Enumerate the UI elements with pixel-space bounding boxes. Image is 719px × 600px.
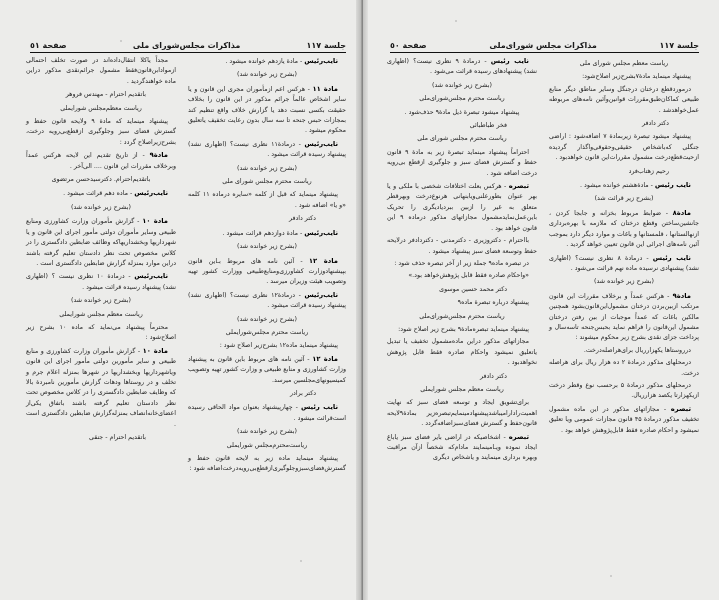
paragraph [387, 337, 537, 368]
paragraph-text: بااحترام - دکتروزیری - دکترمدنی - دکتردادفر درلایحه حفظ وتوسعة فضای سبز پیشنهاد میشود . [387, 237, 537, 255]
paragraph [26, 271, 176, 293]
paragraph-text: در تبصره ماده۹ جملة زیر از آخر تبصره حذف شود : [394, 259, 529, 267]
paragraph-text: - آئین نامه های مربوط باین قانون به پیشنهاد وزارت کشاورزی و منابع طبیعی و وزارت کشور تهیه وتصویب کمیسیونهای‌مجلسین میرسد. [188, 355, 346, 384]
paragraph-text: پیشنهاد میشود تبصرة ذیل مادة۹ حذف‌شود . [404, 108, 520, 116]
centered-line [387, 81, 537, 91]
paragraph-text: (بشرح زیر خوانده شد) [594, 278, 654, 286]
paragraph [26, 216, 176, 269]
paragraph-text: «واحکام صادره فقط قابل پژوهش‌خواهد بود.» [408, 272, 529, 280]
speaker-label: مادة۹ [672, 291, 691, 300]
paragraph [188, 256, 346, 288]
paragraph [387, 56, 537, 78]
right-page [368, 0, 719, 600]
speaker-label: نایب رئیس [652, 253, 691, 262]
paragraph [26, 188, 176, 199]
signature [387, 372, 537, 382]
paragraph [387, 325, 537, 335]
signature [387, 285, 537, 295]
speaker-label: تبصره [670, 404, 691, 413]
signature [26, 433, 176, 443]
centered-line [549, 277, 699, 287]
paragraph-text: (بشرح زیر قرائت شد) [594, 195, 654, 203]
paragraph-text: - هرکس عمداً و برخلاف مقررات این قانون مرتکب ازبین‌بردن درختان مشمول‌این‌قانون‌بشود همچنین مالکین باغات که عمداً موجبات از بین رفتن درختان مشمول این‌قانون را فراهم نماید بحبس‌جنحه تاسه‌سال و پرداخت جزای نقدی بشرح زیر محکوم میشوند : [549, 292, 699, 342]
speaker-label: نایب‌رئیس [304, 228, 338, 237]
paragraph-text: - ضوابط مربوط بخزانه و جابجا کردن ، جانشین‌ساختن وقطع درختان که ملازمه با بهره‌برداری ازنهالستانها ، قلمستانها و باغات و موارد دیگر دارد بموجب آئین نامه‌های اجرائی این قانون تعیین خواهد گردید . [549, 209, 699, 249]
centered-line [188, 427, 346, 437]
paragraph [549, 208, 699, 251]
paragraph [188, 402, 346, 424]
paragraph-text: ریاست محترم مجلس‌شورای‌ملی [419, 312, 505, 320]
paragraph-text: - درمادة ۹ نظری نیست؟ (اظهاری نشد) پیشنهادهای رسیده قرائت می‌شود . [387, 58, 537, 76]
speaker-label: مادة۹ [149, 151, 168, 160]
paragraph-text: (بشرح زیر خوانده شد) [237, 315, 297, 323]
paragraph [387, 298, 537, 308]
paragraph-text: باتقدیم احترام - مهندس فروهر [65, 91, 146, 99]
speaker-label: نایب‌رئیس [304, 139, 339, 148]
signature [26, 90, 176, 100]
paragraph-text: - چهارپیشنهاد بعنوان مواد الحاقی رسیده است‌قرائت میشود . [188, 404, 346, 422]
paragraph-text: ریاست‌محترم‌مجلس شورایملی [226, 441, 308, 449]
paragraph [188, 139, 346, 161]
paragraph [387, 148, 537, 179]
paragraph-text: پیشنهاد درباره تبصرة ماده۹ [457, 299, 529, 307]
centered-line [387, 385, 537, 395]
paragraph [387, 432, 537, 464]
speaker-label: مادة ۱۲ [312, 354, 338, 363]
paragraph-text: (بشرح زیر خوانده شد) [237, 71, 297, 79]
paragraph-text: فخر طباطبائی [469, 122, 507, 130]
centered-line [188, 70, 346, 80]
paragraph [188, 290, 346, 312]
paragraph [188, 228, 346, 239]
centered-line [26, 175, 176, 185]
paragraph-text: ریاست محترم مجلس شورای ملی [417, 135, 507, 143]
page-number: صفحة ٥٠ [390, 41, 427, 50]
paragraph-text: باتقدیم احترام - جنقی [88, 434, 146, 441]
page-number: صفحة ٥١ [30, 41, 67, 50]
centered-line [188, 315, 346, 325]
paragraph-text: پیشنهاد مینماید مادة۷بشرح‌زیر اصلاح‌شود: [582, 73, 691, 81]
scan-speck [300, 560, 302, 562]
running-title: مذاکرات مجلس شورای‌ملی [489, 41, 597, 50]
paragraph-text: پیشنهاد مینماید که مادة ۹ ولایحه قانون حفظ و گسترش فضای سبز وجلوگیری ازقطع‌بی‌رویه درخت، بشرح‌زیراصلاح گردد : [26, 118, 176, 146]
paragraph [188, 190, 346, 211]
paragraph-text: ریاست محترم مجلس شورای ملی [222, 178, 312, 186]
speaker-label: نایب‌رئیس [134, 189, 168, 198]
paragraph-text: دکتر دادفر [288, 215, 316, 223]
signature [188, 389, 346, 399]
paragraph [188, 341, 346, 351]
centered-line [26, 203, 176, 213]
paragraph [387, 236, 537, 257]
speaker-label: مادة ۱۱ [312, 84, 338, 93]
centered-line [26, 310, 176, 320]
paragraph-text: (بشرح زیر خوانده شد) [237, 428, 297, 436]
paragraph [188, 454, 346, 475]
paragraph [549, 85, 699, 116]
paragraph-text: درمحلهای مذکور درمادة ۵ برحسب نوع وقطر درخت ازیکهزارتا یکصد هزارریال. [549, 381, 699, 400]
paragraph-text: رحیم زهتاب‌فرد [628, 167, 669, 175]
signature [188, 214, 346, 224]
page-header [30, 36, 346, 53]
paragraph-text: - مجازاتهای مذکور در این ماده مشمول تخفیف مذکور درمادة ۴۵ قانون مجازات عمومی ویا تعلیق نمیشود و احکام صادره فقط قابل‌پژوهش خواهد بود . [549, 405, 700, 434]
paragraph-text: - درمادة ۱۰ نظری نیست ؟ (اظهاری نشد) پیشنهاد رسیده قرائت میشود . [26, 273, 176, 291]
signature [549, 119, 699, 129]
paragraph-text: پیشنهاد مینماید که قبل از کلمه «سایره درماده ۱۱ کلمه «و یا» اضافه شود . [188, 191, 346, 209]
paragraph-text: - درمادة ۸ نظری نیست؟ (اظهاری نشد) پیشنهادی نرسیده ماده نهم قرائت می‌شود . [549, 254, 699, 272]
paragraph [549, 346, 699, 356]
speaker-label: نایب رئیس [300, 403, 338, 412]
speaker-label: نایب‌رئیس [304, 290, 339, 299]
centered-line [549, 59, 699, 69]
speaker-label: مادة ۱۰ [142, 346, 168, 355]
speaker-label: تبصره [508, 182, 529, 191]
paragraph-text: - مادةهشتم خوانده میشود . [580, 182, 655, 190]
paragraph [26, 117, 176, 148]
left-page [0, 0, 356, 600]
paragraph-text: - از تاریخ تقدیم این لایحه هرکس عمداً وبرخلاف مقررات این قانون .... الی‌آخر . [26, 152, 176, 170]
centered-line [188, 177, 346, 187]
paragraph-text: پیشنهاد مینماید ماده۱۲ بشرح‌زیر اصلاح شود : [219, 342, 338, 350]
paragraph-text: ریاست معظم مجلس شورایملی [420, 385, 504, 393]
text-column-right [549, 56, 699, 438]
paragraph [26, 150, 176, 172]
centered-line [549, 194, 699, 204]
paragraph-text: ریاست معظم‌مجلس شورایملی [60, 104, 142, 112]
speaker-label: نایب رئیس [490, 57, 529, 65]
paragraph-text: دکتر برادر [290, 389, 316, 397]
paragraph [549, 291, 699, 344]
paragraph-text: دکتر دادفر [641, 120, 669, 128]
centered-line [188, 164, 346, 174]
text-column-left [26, 56, 176, 446]
paragraph-text: - هرکس بعلت اختلافات شخصی با ملکی و یا بهر عنوان بطورعلنی‌ویابنهانی هرنوع‌درخت وبهرقطر متعلق به غیر را ازبین ببردیادیگری را تحریک باین‌عمل‌نماید‌مشمول مجازاتهای مذکور درماده ۹ این قانون خواهد بود . [387, 183, 537, 232]
paragraph-text: - گزارش مأموران وزارت کشاورزی و منابع طبیعی و سایر مأمورین دولتی مأمور اجرای این قانون ویاشهرداریها وبخشداریها در شهرها بمنزله اعلام جرم و تخلف و در روستاها ودهات گزارش مأمورین نامبردة بالا که وظایف ضابطین دادگستری را در کلاس مخصوص تحت نظر دادستان تعلیم گرفته باشند باتفاق یکی‌از اعضای‌خانه‌انصاف بمنزله‌گزارش ضابطین دادگستری است . [26, 347, 176, 428]
paragraph-text: درروستاها یکهزارریال برای‌هراصله‌درخت. [583, 346, 691, 354]
scan-speck [455, 20, 457, 22]
paragraph-text: ریاست معظم مجلس شورای ملی [579, 60, 669, 67]
centered-line [26, 104, 176, 114]
paragraph-text: - درمادة۱۱ نظری نیست؟ (اظهاری نشد) پیشنهاد رسیده قرائت میشود . [188, 140, 346, 159]
text-column-right [188, 56, 346, 477]
paragraph [26, 346, 176, 430]
paragraph-text: مجداً یاکلا انتقال‌داده‌اند در صورت تخلف احتمالی ازموادابن‌قانون‌فقط مشمول جرائم‌نقدی مذکور دراین ماده خواهندگردید . [26, 57, 176, 85]
paragraph [387, 271, 537, 281]
paragraph [549, 358, 699, 379]
speaker-label: مادة ۱۰ [142, 217, 168, 226]
paragraph-text: دکتر محمد حسین موسوی [439, 285, 507, 293]
paragraph [387, 398, 537, 429]
running-title: مذاکرات مجلس‌شورای ملی [132, 41, 241, 50]
paragraph-text: - درمادة۱۲ نظری نیست؟ (اظهاری نشد) پیشنهاد رسیده قرائت میشود . [188, 291, 346, 310]
scan-speck [610, 575, 612, 577]
paragraph-text: درموردقطع درختان درجنگل وسایر مناطق دیگر منابع طبیعی کماکان‌طبق‌مقررات قوانین‌وآئین نامه‌های مربوطه عمل‌خواهدشد . [549, 85, 699, 114]
paragraph [549, 381, 699, 402]
speaker-label: نایب رئیس [654, 181, 691, 190]
paragraph-text: - هرکس اعم ازمأموران مجری این قانون و یا سایر اشخاص عالماً جرائم مذکور در این قانون را بخلاف حقیقت بکسی نسبت دهد یا گزارش خلاف واقع تنظیم کند بمجازات حبس جنحه تا سه سال بدون رعایت تخفیف یاتعلیق محکوم میشود . [188, 85, 346, 135]
paragraph [549, 404, 699, 436]
signature [387, 121, 537, 131]
paragraph-text: (بشرح زیر خوانده شد) [237, 243, 297, 251]
speaker-label: تبصره [508, 432, 529, 441]
paragraph-text: باتقدیم‌احترام. دکترسیدحسن مرتضوی [51, 176, 151, 184]
paragraph [26, 323, 176, 344]
paragraph [549, 180, 699, 191]
centered-line [26, 296, 176, 306]
paragraph-text: پیشنهاد میشود تبصرة زیربمادة ۷ اضافه‌شود : اراضی جنگلی که‌باشخاص حقیقی‌وحقوقی‌واگذار گردیده ازحیث‌قطع‌درخت مشمول مقررات‌این قانون خواهدبود . [549, 133, 699, 162]
paragraph [549, 132, 699, 163]
speaker-label: مادة۸ [672, 208, 691, 217]
paragraph-text: درمحلهای مذکور درمادة ۲ ده هزار ریال برای هراصله درخت. [549, 359, 699, 377]
paragraph-text: ریاست معظم مجلس شورایملی [59, 310, 143, 318]
paragraph-text: محترماً پیشنهاد می‌نماید که ماده ۱۰ بشرح زیر اصلاح‌شود : [26, 323, 176, 342]
paragraph-text: مجازاتهای مذکور دراین ماده‌مشمول تخفیف یا تبدیل یاتعلیق نمیشود واحکام صادره فقط قابل پژوهش نخواهدبود . [387, 338, 537, 367]
centered-line [387, 94, 537, 104]
paragraph-text: ریاست محترم مجلس‌شورایملی [225, 328, 309, 336]
speaker-label: مادة ۱۲ [308, 256, 338, 265]
centered-line [387, 312, 537, 322]
paragraph [188, 84, 346, 137]
paragraph-text: (بشرح زیر خوانده شد) [237, 164, 297, 172]
paragraph-text: - مادة یازدهم خوانده میشود . [225, 58, 305, 65]
paragraph-text: پیشنهاد مینماید ماده زیر به لایحه قانون حفظ و گسترش‌فضای‌سبزوجلوگیری‌ازقطع‌بی‌رویه‌درخت‌اضافه شود : [188, 455, 346, 473]
paragraph-text: ریاست محترم مجلس‌شورای‌ملی [419, 95, 505, 103]
paragraph [188, 56, 346, 67]
paragraph [26, 56, 176, 87]
paragraph-text: احتراماً پیشنهاد مینماید تبصرة زیر به مادة ۹ قانون حفظ و گسترش فضای سبز و جلوگیری ازقطع بی‌رویه درخت اضافه شود . [387, 148, 537, 177]
paragraph [188, 354, 346, 386]
speaker-label: نایب‌رئیس [304, 57, 338, 65]
paragraph-text: دکتر دادفر [479, 372, 507, 380]
book-gutter [356, 0, 368, 600]
paragraph-text: (بشرح زیر خوانده شد) [71, 297, 131, 305]
paragraph-text: - اشخاصیکه در اراضی بایر فضای سبز یاباغ ایجاد نموده ویـامینمایند مادام‌که شخصاً ازآن مراقبت وبهره برداری مینمایند و یاشخاص دیگری [387, 433, 537, 462]
page-header [390, 36, 699, 53]
centered-line [387, 108, 537, 118]
paragraph-text: پیشنهاد مینماید تبصره‌مادة۹ بشرح زیر اصلاح شود: [398, 325, 529, 333]
scan-speck [120, 40, 122, 42]
centered-line [188, 328, 346, 338]
paragraph-text: برای‌تشویق ایجاد و توسعه فضای سبز که نهایت اهمیت‌رادارامیباشدپیشنهادمینمایم‌تبصره‌زیر بمادة۹لایحه قانون‌حفظ و گسترش فضای‌سبزاضافه‌گردد . [387, 399, 537, 428]
paragraph [387, 259, 537, 269]
signature [549, 167, 699, 177]
session-number: جلسة ١١٧ [659, 41, 699, 50]
paragraph-text: - آئین نامه های مربوط بـاین قانون بپیشنهادوزارت کشاورزی‌ومنابع‌طبیعی ووزارت کشور تهیه وتصویب هیئت وزیران میرسد . [188, 257, 346, 286]
paragraph-text: - ماده دهم قرائت میشود . [63, 190, 135, 198]
paragraph-text: - مادة دوازدهم قرائت میشود . [222, 229, 305, 237]
text-column-left [387, 56, 537, 466]
session-number: جلسة ١١٧ [306, 41, 346, 50]
paragraph [387, 181, 537, 234]
speaker-label: نایب‌رئیس [134, 272, 168, 281]
paragraph-text: - گزارش مأموران وزارت کشاورزی ومنابع طبیعی وسایر مأموران دولتی مأمور اجرای این قانون و یا شهرداریها وبخشداریهاکه وظائف ضابطین دادگستری را در کلاس مخصوص تحت نظر دادستان تعلیم گرفته باشند دراین موارد بمنزلة گزارش ضابطین دادگستری است . [26, 218, 176, 267]
paragraph [549, 253, 699, 275]
paragraph [549, 72, 699, 82]
paragraph-text: (بشرح زیر خوانده شد) [432, 81, 492, 89]
centered-line [188, 242, 346, 252]
paragraph-text: (بشرح زیر خوانده شد) [71, 203, 131, 211]
centered-line [188, 441, 346, 451]
centered-line [387, 134, 537, 144]
